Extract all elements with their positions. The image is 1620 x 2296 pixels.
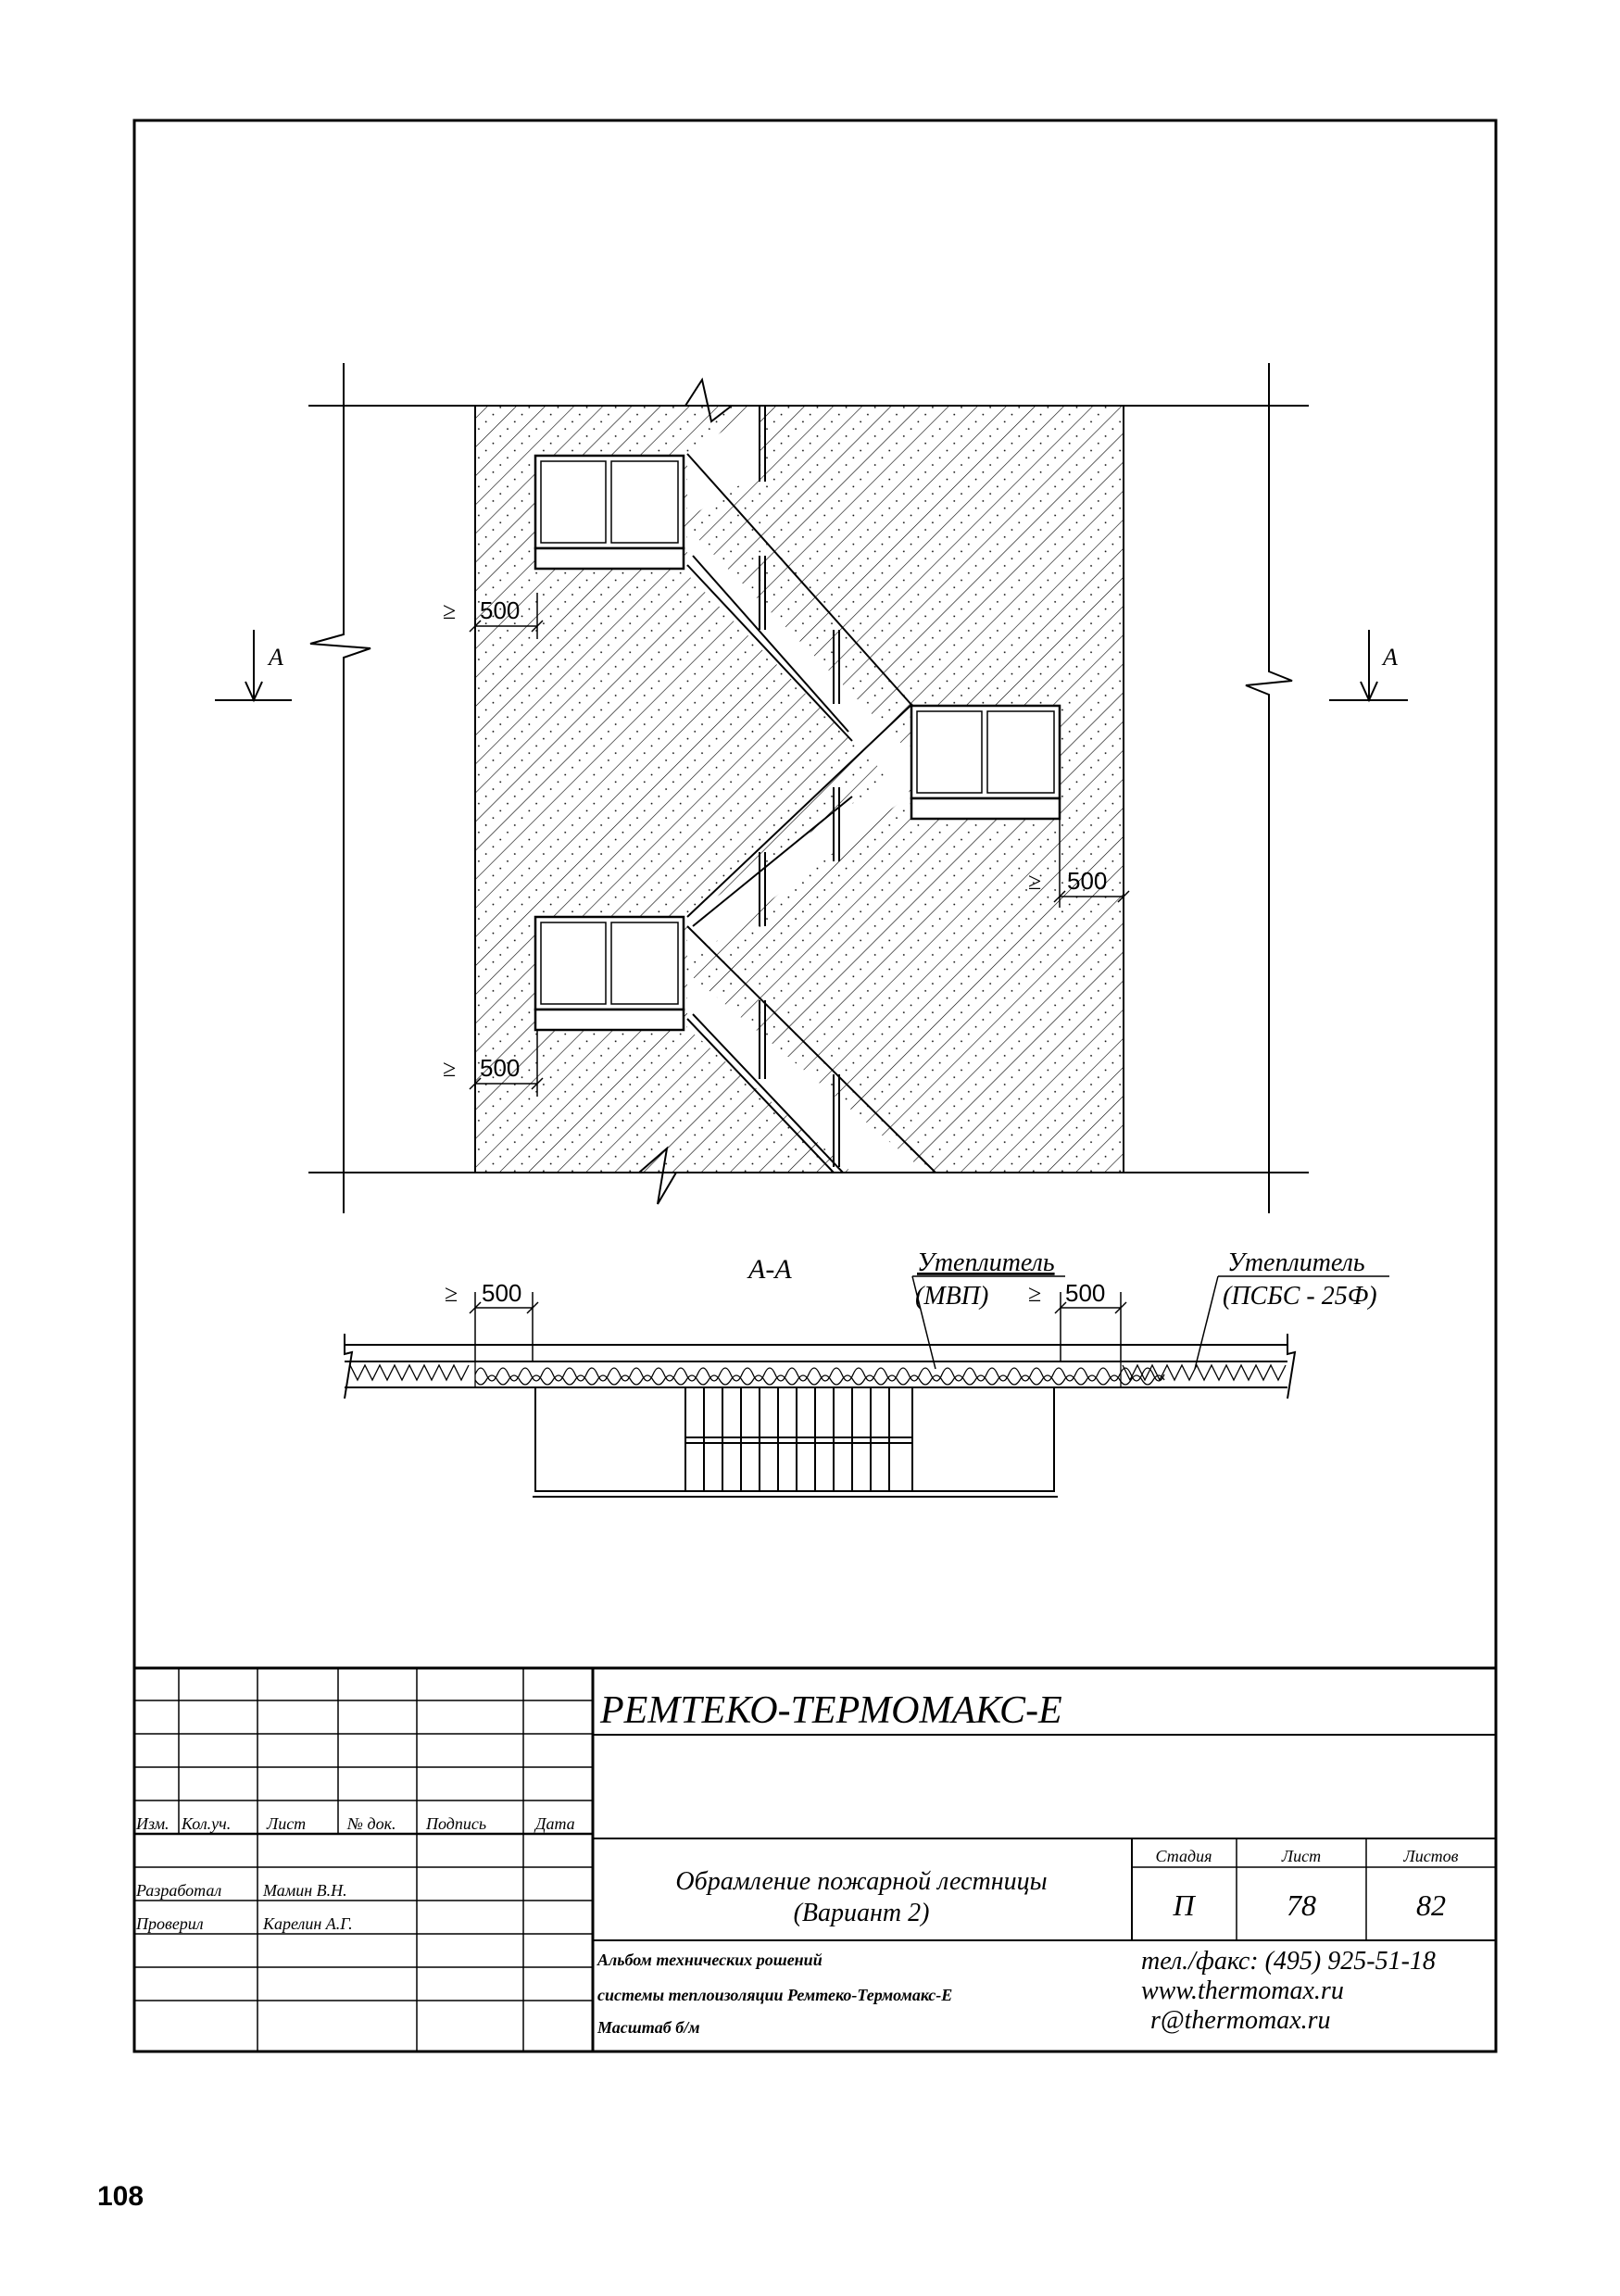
page-number: 108: [97, 2181, 144, 2212]
sheets-value: 82: [1416, 1888, 1446, 1922]
insulation-mvp-material: (МВП): [915, 1282, 989, 1311]
phone-number: тел./факс: (495) 925-51-18: [1141, 1947, 1436, 1976]
stage-header: Стадия: [1155, 1847, 1212, 1865]
insulation-psbs-title: Утеплитель: [1227, 1248, 1365, 1277]
section-label-right: A: [1383, 644, 1398, 671]
landing-1: [535, 456, 684, 569]
insulation-mvp-title: Утеплитель: [917, 1248, 1055, 1277]
header-list: Лист: [267, 1814, 307, 1833]
drawing-variant: (Вариант 2): [793, 1899, 930, 1927]
dimension-label: 500: [1067, 867, 1108, 895]
header-kol-uch: Кол.уч.: [182, 1814, 232, 1833]
ge-symbol: ≥: [1028, 868, 1042, 895]
header-izm: Изм.: [136, 1814, 170, 1833]
ge-symbol: ≥: [443, 597, 457, 624]
drawing-title: Обрамление пожарной лестницы: [675, 1867, 1048, 1896]
section-label-left: A: [269, 644, 283, 671]
right-edge-line: [1246, 363, 1292, 1213]
stair-plan: [533, 1387, 1058, 1497]
ge-symbol: ≥: [443, 1055, 457, 1082]
website: www.thermomax.ru: [1141, 1976, 1344, 2005]
email: r@thermomax.ru: [1150, 2006, 1331, 2035]
psbs-insulation-right: [1123, 1365, 1286, 1380]
insulation-psbs-material: (ПСБС - 25Ф): [1223, 1282, 1377, 1311]
section-view: [345, 1248, 1389, 1497]
checked-name: Карелин А.Г.: [263, 1914, 353, 1933]
ge-symbol: ≥: [445, 1280, 458, 1307]
elevation-view: [215, 363, 1408, 1213]
dimension-label: 500: [480, 596, 521, 624]
sheets-header: Листов: [1403, 1847, 1459, 1865]
album-line-1: Альбом технических рошений: [597, 1951, 823, 1969]
album-line-3: Масштаб б/м: [597, 2018, 700, 2037]
dimension-label: 500: [482, 1279, 522, 1307]
header-doc-number: № док.: [347, 1814, 396, 1833]
left-edge-line: [310, 363, 370, 1213]
section-title: A-A: [748, 1254, 792, 1285]
header-signature: Подпись: [426, 1814, 487, 1833]
dimension-label: 500: [480, 1054, 521, 1082]
mvp-insulation: [475, 1361, 1164, 1387]
dimension-label: 500: [1065, 1279, 1106, 1307]
header-date: Дата: [535, 1814, 575, 1833]
album-line-2: системы теплоизоляции Ремтеко-Термомакс-Е: [597, 1986, 953, 2004]
sheet-header: Лист: [1281, 1847, 1322, 1865]
landing-3: [535, 917, 684, 1030]
checked-label: Проверил: [136, 1914, 204, 1933]
psbs-insulation-left: [350, 1365, 469, 1380]
landing-2: [911, 706, 1060, 819]
stage-value: П: [1173, 1888, 1195, 1922]
developed-name: Мамин В.Н.: [263, 1881, 347, 1900]
company-title: РЕМТЕКО-ТЕРМОМАКС-Е: [600, 1689, 1062, 1732]
ge-symbol: ≥: [1028, 1280, 1042, 1307]
sheet-value: 78: [1287, 1888, 1316, 1922]
developed-label: Разработал: [136, 1881, 222, 1900]
